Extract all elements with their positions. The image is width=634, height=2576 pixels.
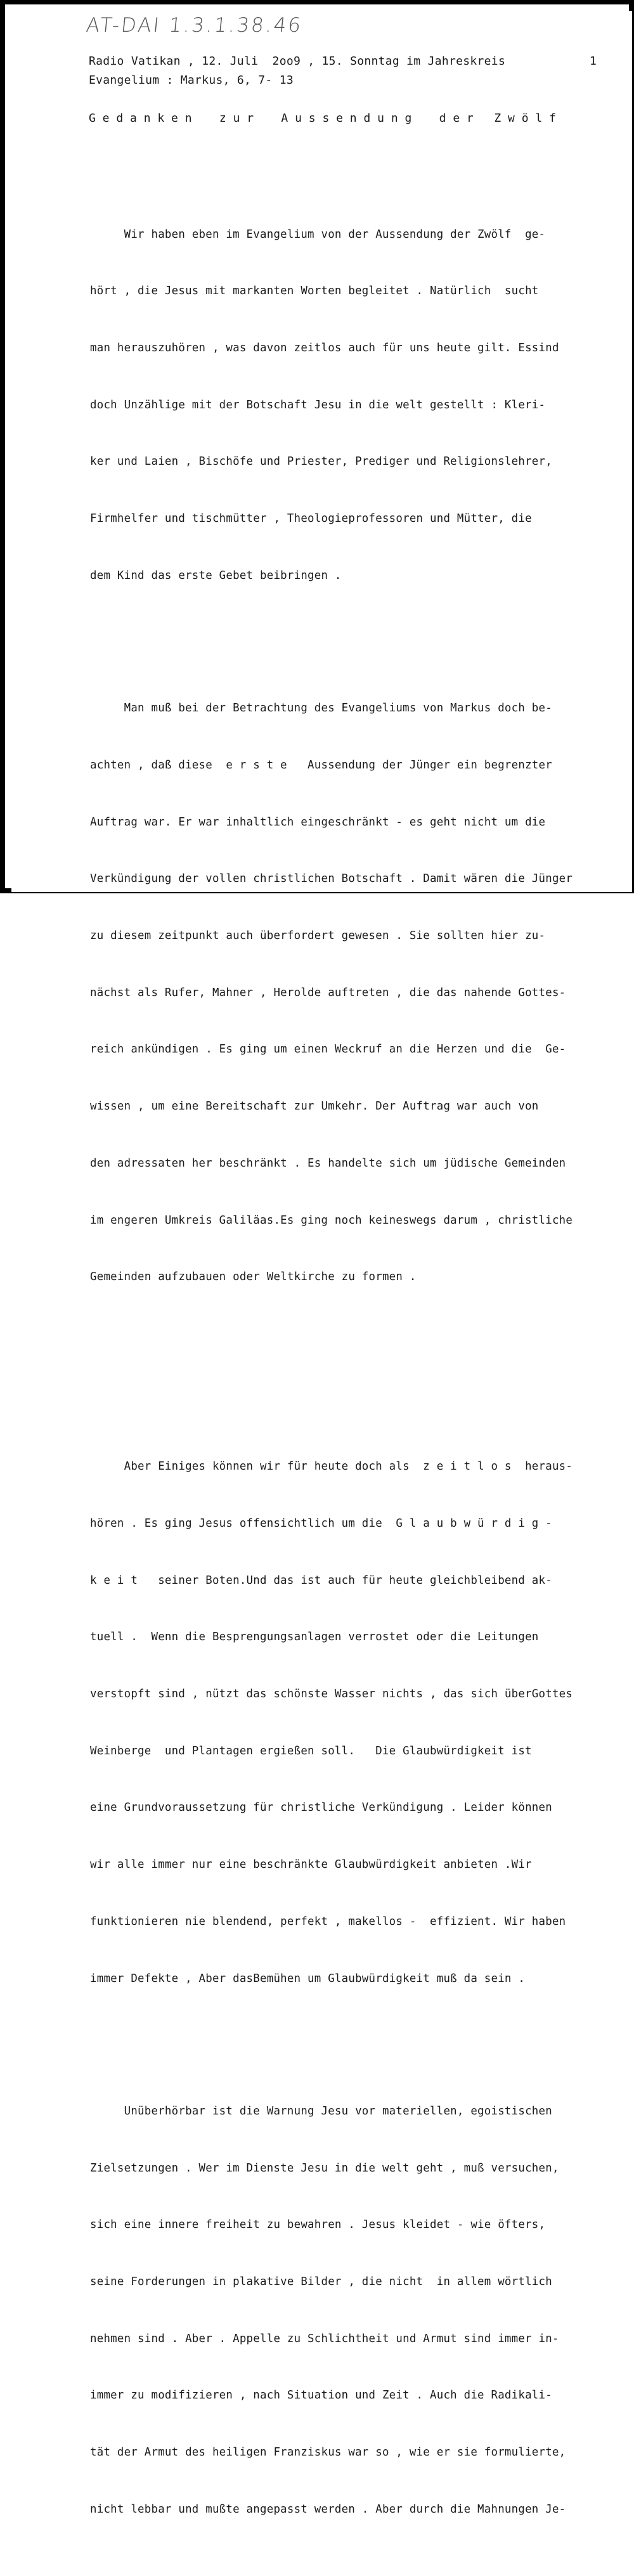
page-number: 1: [590, 55, 597, 68]
text-line: wir alle immer nur eine beschränkte Glaubwürdigkeit anbieten .Wir: [90, 1858, 532, 1872]
paragraph-1: [90, 188, 626, 624]
text-line: tät der Armut des heiligen Franziskus war so , wie er sie formulierte,: [90, 2446, 566, 2459]
text-line: Verkündigung der vollen christlichen Botschaft . Damit wären die Jünger: [90, 872, 573, 886]
text-line: seine Forderungen in plakative Bilder , die nicht in allem wörtlich: [90, 2275, 552, 2288]
text-line: tuell . Wenn die Besprengungsanlagen verrostet oder die Leitungen: [90, 1631, 539, 1644]
text-line: nehmen sind . Aber . Appelle zu Schlichtheit und Armut sind immer in-: [90, 2332, 559, 2345]
paragraph-4: [90, 2064, 626, 2557]
text-line: nicht lebbar und mußte angepasst werden . Aber durch die Mahnungen Je-: [90, 2502, 566, 2516]
text-line: Gemeinden aufzubauen oder Weltkirche zu formen .: [90, 1271, 417, 1284]
document-body: [90, 150, 626, 2576]
header-line-2: Evangelium : Markus, 6, 7- 13: [89, 74, 294, 87]
text-line: wissen , um eine Bereitschaft zur Umkehr. Der Auftrag war auch von: [90, 1100, 539, 1113]
paragraph-gap: [90, 1363, 626, 1382]
paragraph-3: [90, 1420, 626, 2026]
text-line: ker und Laien , Bischöfe und Priester, Prediger und Religionslehrer,: [90, 455, 552, 469]
text-line: Firmhelfer und tischmütter , Theologieprofessoren und Mütter, die: [90, 512, 532, 526]
text-line: man herauszuhören , was davon zeitlos auch für uns heute gilt. Essind: [90, 342, 559, 355]
text-line: Auftrag war. Er war inhaltlich eingeschränkt - es geht nicht um die: [90, 815, 546, 829]
text-line: Wir haben eben im Evangelium von der Aussendung der Zwölf ge-: [90, 228, 546, 241]
text-line: hören . Es ging Jesus offensichtlich um die G l a u b w ü r d i g -: [90, 1517, 552, 1530]
text-line: doch Unzählige mit der Botschaft Jesu in die welt gestellt : Kleri-: [90, 398, 546, 411]
text-line: Man muß bei der Betrachtung des Evangeliums von Markus doch be-: [90, 702, 552, 715]
header-line-1: Radio Vatikan , 12. Juli 2oo9 , 15. Sonntag im Jahreskreis: [89, 55, 506, 68]
text-line: achten , daß diese e r s t e Aussendung der Jünger ein begrenzter: [90, 758, 552, 772]
paragraph-2: [90, 661, 626, 1325]
archive-signature-handwritten: AT-DAI 1.3.1.38.46: [85, 14, 304, 37]
text-line: sich eine innere freiheit zu bewahren . Jesus kleidet - wie öfters,: [90, 2218, 546, 2232]
text-line: reich ankündigen . Es ging um einen Weckruf an die Herzen und die Ge-: [90, 1043, 566, 1056]
text-line: immer zu modifizieren , nach Situation und Zeit . Auch die Radikali-: [90, 2389, 552, 2402]
text-line: dem Kind das erste Gebet beibringen .: [90, 569, 342, 582]
text-line: hört , die Jesus mit markanten Worten begleitet . Natürlich sucht: [90, 285, 539, 298]
text-line: Aber Einiges können wir für heute doch als z e i t l o s heraus-: [90, 1460, 573, 1473]
text-line: verstopft sind , nützt das schönste Wasser nichts , das sich überGottes: [90, 1688, 573, 1701]
text-line: Weinberge und Plantagen ergießen soll. Die Glaubwürdigkeit ist: [90, 1744, 532, 1757]
text-line: eine Grundvoraussetzung für christliche Verkündigung . Leider können: [90, 1801, 552, 1815]
text-line: zu diesem zeitpunkt auch überfordert gewesen . Sie sollten hier zu-: [90, 929, 546, 942]
text-line: Unüberhörbar ist die Warnung Jesu vor materiellen, egoistischen: [90, 2104, 552, 2118]
text-line: den adressaten her beschränkt . Es handelte sich um jüdische Gemeinden: [90, 1156, 566, 1170]
text-line: im engeren Umkreis Galiläas.Es ging noch keineswegs darum , christliche: [90, 1214, 573, 1227]
text-line: immer Defekte , Aber dasBemühen um Glaubwürdigkeit muß da sein .: [90, 1972, 526, 1985]
text-line: k e i t seiner Boten.Und das ist auch für heute gleichbleibend ak-: [90, 1574, 552, 1587]
text-line: Zielsetzungen . Wer im Dienste Jesu in die welt geht , muß versuchen,: [90, 2161, 559, 2175]
document-title: G e d a n k e n z u r A u s s e n d u n g d e r Z w ö l f: [89, 112, 556, 125]
text-line: funktionieren nie blendend, perfekt , makellos - effizient. Wir haben: [90, 1915, 566, 1928]
text-line: nächst als Rufer, Mahner , Herolde auftreten , die das nahende Gottes-: [90, 986, 566, 999]
